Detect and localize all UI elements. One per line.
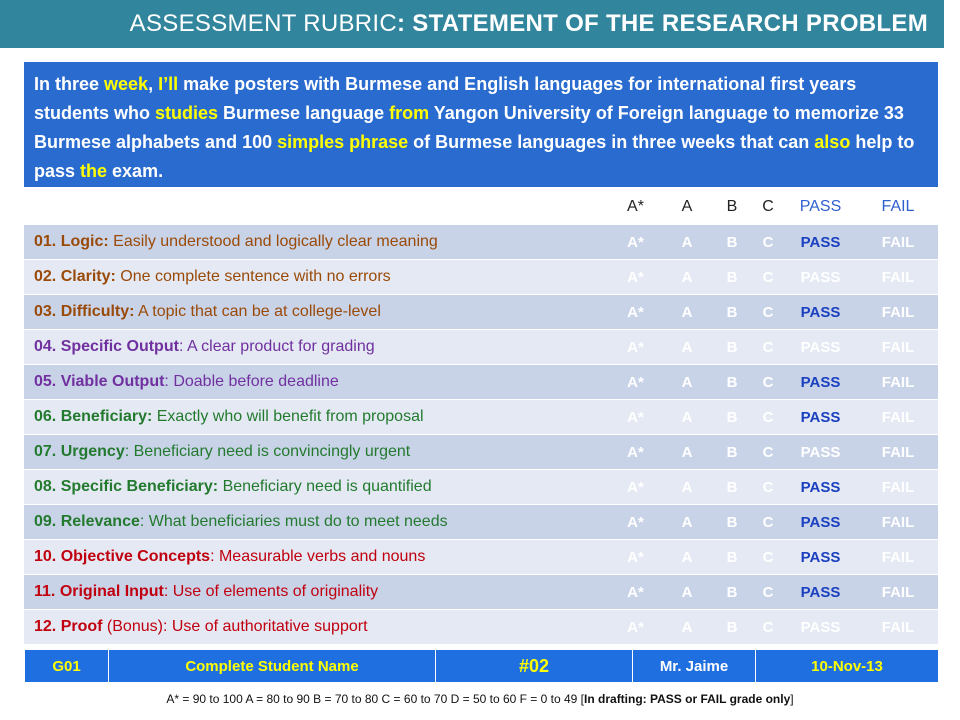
grade-option-pass[interactable]: PASS — [783, 470, 858, 505]
criterion-cell — [24, 400, 608, 435]
criterion-description: One complete sentence with no errors — [120, 268, 391, 285]
grade-option-a-star[interactable]: A* — [608, 505, 663, 540]
criterion-name: Logic: — [60, 233, 109, 250]
criterion-description: : Doable before deadline — [164, 373, 339, 390]
grade-option-b[interactable]: B — [711, 610, 753, 645]
student-info-bar — [24, 649, 939, 683]
grade-option-a-star[interactable]: A* — [608, 295, 663, 330]
grade-option-pass[interactable]: PASS — [783, 330, 858, 365]
highlighted-word: studies — [155, 103, 219, 123]
grade-option-b[interactable]: B — [711, 295, 753, 330]
criterion-cell — [24, 260, 608, 295]
grade-option-b[interactable]: B — [711, 330, 753, 365]
student-number[interactable]: #02 — [436, 650, 633, 683]
grade-option-pass[interactable]: PASS — [783, 365, 858, 400]
criterion-name: Proof — [60, 618, 103, 635]
criterion-number: 06. — [34, 408, 57, 425]
criterion-cell — [24, 225, 608, 260]
rubric-row — [24, 400, 938, 435]
criterion-cell — [24, 470, 608, 505]
grade-option-a-star[interactable]: A* — [608, 540, 663, 575]
grade-option-a-star[interactable]: A* — [608, 575, 663, 610]
grade-option-pass[interactable]: PASS — [783, 575, 858, 610]
grade-option-fail[interactable]: FAIL — [858, 610, 938, 645]
criterion-name: Clarity: — [60, 268, 116, 285]
criterion-name: Beneficiary: — [60, 408, 153, 425]
grading-scale — [0, 692, 960, 706]
statement-text: exam. — [107, 161, 164, 181]
statement-text: Yangon University of Foreign language to memorize 33 Burmese alphabets and 100 — [34, 103, 904, 152]
grade-header-a: A — [663, 190, 711, 225]
grade-option-a[interactable]: A — [663, 610, 711, 645]
criterion-cell — [24, 540, 608, 575]
grade-option-pass[interactable]: PASS — [783, 505, 858, 540]
criterion-number: 04. — [34, 338, 57, 355]
grade-option-pass[interactable]: PASS — [783, 435, 858, 470]
rubric-row — [24, 330, 938, 365]
rubric-row — [24, 575, 938, 610]
title-plain: ASSESSMENT RUBRIC — [129, 10, 398, 37]
title-bold: : STATEMENT OF THE RESEARCH PROBLEM — [397, 10, 928, 37]
grade-option-a[interactable]: A — [663, 505, 711, 540]
criterion-number: 02. — [34, 268, 57, 285]
teacher-name: Mr. Jaime — [633, 650, 756, 683]
criterion-cell — [24, 435, 608, 470]
criterion-name: Original Input — [59, 583, 164, 600]
grade-option-a[interactable]: A — [663, 260, 711, 295]
criterion-cell — [24, 505, 608, 540]
title-bar — [0, 0, 944, 48]
grade-option-pass[interactable]: PASS — [783, 295, 858, 330]
student-name-field[interactable]: Complete Student Name — [109, 650, 436, 683]
grade-option-b[interactable]: B — [711, 225, 753, 260]
grade-option-a-star[interactable]: A* — [608, 400, 663, 435]
grade-option-fail[interactable]: FAIL — [858, 505, 938, 540]
grade-option-fail[interactable]: FAIL — [858, 330, 938, 365]
grade-option-a[interactable]: A — [663, 540, 711, 575]
grade-option-c[interactable]: C — [753, 330, 783, 365]
grade-option-fail[interactable]: FAIL — [858, 470, 938, 505]
highlighted-word: week — [104, 74, 149, 94]
criterion-cell — [24, 575, 608, 610]
grade-option-fail[interactable]: FAIL — [858, 540, 938, 575]
grade-option-b[interactable]: B — [711, 470, 753, 505]
grade-option-a-star[interactable]: A* — [608, 610, 663, 645]
criterion-number: 12. — [34, 618, 57, 635]
criterion-name: Difficulty: — [60, 303, 135, 320]
scale-end: ] — [790, 692, 794, 706]
grade-option-b[interactable]: B — [711, 260, 753, 295]
grade-option-c[interactable]: C — [753, 295, 783, 330]
criterion-description: : What beneficiaries must do to meet needs — [139, 513, 448, 530]
grade-option-pass[interactable]: PASS — [783, 400, 858, 435]
header-spacer — [24, 190, 608, 225]
grade-option-pass[interactable]: PASS — [783, 225, 858, 260]
grade-option-a[interactable]: A — [663, 470, 711, 505]
criterion-name: Objective Concepts — [60, 548, 211, 565]
criterion-name: Relevance — [60, 513, 140, 530]
grade-option-a-star[interactable]: A* — [608, 225, 663, 260]
criterion-number: 05. — [34, 373, 57, 390]
criterion-name: Specific Beneficiary: — [60, 478, 219, 495]
highlighted-word: the — [80, 161, 108, 181]
grade-option-b[interactable]: B — [711, 575, 753, 610]
criterion-description: Easily understood and logically clear meaning — [113, 233, 438, 250]
grade-option-c[interactable]: C — [753, 610, 783, 645]
grade-option-b[interactable]: B — [711, 435, 753, 470]
grade-option-a-star[interactable]: A* — [608, 435, 663, 470]
grade-option-pass[interactable]: PASS — [783, 610, 858, 645]
scale-note: In drafting: PASS or FAIL grade only — [584, 692, 791, 706]
rubric-table — [24, 190, 938, 644]
statement-text: of Burmese languages in three weeks that can — [408, 132, 815, 152]
criterion-description: (Bonus): Use of authoritative support — [102, 618, 368, 635]
grade-option-c[interactable]: C — [753, 540, 783, 575]
date-field: 10-Nov-13 — [756, 650, 939, 683]
grade-option-b[interactable]: B — [711, 505, 753, 540]
problem-statement — [24, 62, 938, 187]
rubric-row — [24, 260, 938, 295]
rubric-row — [24, 365, 938, 400]
criterion-description: : Use of elements of originality — [163, 583, 379, 600]
grade-option-b[interactable]: B — [711, 540, 753, 575]
criterion-description: : Beneficiary need is convincingly urgent — [124, 443, 411, 460]
grade-option-fail[interactable]: FAIL — [858, 260, 938, 295]
criterion-name: Specific Output — [60, 338, 179, 355]
grade-option-fail[interactable]: FAIL — [858, 400, 938, 435]
statement-text: In three — [34, 74, 105, 94]
rubric-row — [24, 610, 938, 645]
page-title — [130, 10, 928, 38]
grade-option-a[interactable]: A — [663, 330, 711, 365]
grade-header-fail: FAIL — [858, 190, 938, 225]
criterion-cell — [24, 610, 608, 645]
criterion-number: 01. — [34, 233, 57, 250]
grade-option-c[interactable]: C — [753, 400, 783, 435]
criterion-number: 07. — [34, 443, 57, 460]
criterion-description: Beneficiary need is quantified — [222, 478, 432, 495]
grade-option-fail[interactable]: FAIL — [858, 295, 938, 330]
group-code[interactable]: G01 — [25, 650, 109, 683]
grade-header-a-star: A* — [608, 190, 663, 225]
rubric-row — [24, 225, 938, 260]
highlighted-word: from — [389, 103, 430, 123]
criterion-description: : A clear product for grading — [178, 338, 375, 355]
statement-text: Burmese language — [218, 103, 390, 123]
grade-option-c[interactable]: C — [753, 225, 783, 260]
grade-option-a[interactable]: A — [663, 575, 711, 610]
grade-option-a[interactable]: A — [663, 295, 711, 330]
grade-option-fail[interactable]: FAIL — [858, 575, 938, 610]
criterion-number: 10. — [34, 548, 57, 565]
grade-option-c[interactable]: C — [753, 260, 783, 295]
statement-text: help to pass — [34, 132, 915, 181]
criterion-description: A topic that can be at college-level — [138, 303, 381, 320]
grade-option-a-star[interactable]: A* — [608, 365, 663, 400]
rubric-row — [24, 505, 938, 540]
statement-text: , — [148, 74, 159, 94]
grade-header-pass: PASS — [783, 190, 858, 225]
criterion-name: Urgency — [60, 443, 125, 460]
grade-option-c[interactable]: C — [753, 575, 783, 610]
criterion-name: Viable Output — [60, 373, 165, 390]
criterion-cell — [24, 365, 608, 400]
grade-option-a[interactable]: A — [663, 435, 711, 470]
grade-option-fail[interactable]: FAIL — [858, 365, 938, 400]
rubric-row — [24, 435, 938, 470]
criterion-description: : Measurable verbs and nouns — [210, 548, 426, 565]
grade-option-b[interactable]: B — [711, 365, 753, 400]
grade-option-pass[interactable]: PASS — [783, 260, 858, 295]
grade-option-a-star[interactable]: A* — [608, 470, 663, 505]
criterion-number: 08. — [34, 478, 57, 495]
criterion-number: 11. — [34, 583, 56, 600]
criterion-cell — [24, 330, 608, 365]
grade-header-c: C — [753, 190, 783, 225]
highlighted-word: I’ll — [158, 74, 179, 94]
grade-option-fail[interactable]: FAIL — [858, 435, 938, 470]
criterion-cell — [24, 295, 608, 330]
grade-option-c[interactable]: C — [753, 505, 783, 540]
rubric-row — [24, 295, 938, 330]
grade-option-a-star[interactable]: A* — [608, 330, 663, 365]
grade-option-c[interactable]: C — [753, 365, 783, 400]
grade-option-a[interactable]: A — [663, 400, 711, 435]
rubric-row — [24, 540, 938, 575]
statement-text: make posters with Burmese and English languages for international first years students who — [34, 74, 857, 123]
scale-text: A* = 90 to 100 A = 80 to 90 B = 70 to 80 C = 60 to 70 D = 50 to 60 F = 0 to 49 [ — [166, 692, 585, 706]
grade-header-row — [24, 190, 938, 225]
grade-option-c[interactable]: C — [753, 435, 783, 470]
grade-option-a[interactable]: A — [663, 365, 711, 400]
grade-option-fail[interactable]: FAIL — [858, 225, 938, 260]
grade-option-c[interactable]: C — [753, 470, 783, 505]
highlighted-word: simples phrase — [277, 132, 409, 152]
grade-header-b: B — [711, 190, 753, 225]
rubric-row — [24, 470, 938, 505]
criterion-number: 03. — [34, 303, 57, 320]
grade-option-a[interactable]: A — [663, 225, 711, 260]
grade-option-a-star[interactable]: A* — [608, 260, 663, 295]
criterion-description: Exactly who will benefit from proposal — [156, 408, 424, 425]
highlighted-word: also — [814, 132, 851, 152]
criterion-number: 09. — [34, 513, 57, 530]
grade-option-pass[interactable]: PASS — [783, 540, 858, 575]
grade-option-b[interactable]: B — [711, 400, 753, 435]
